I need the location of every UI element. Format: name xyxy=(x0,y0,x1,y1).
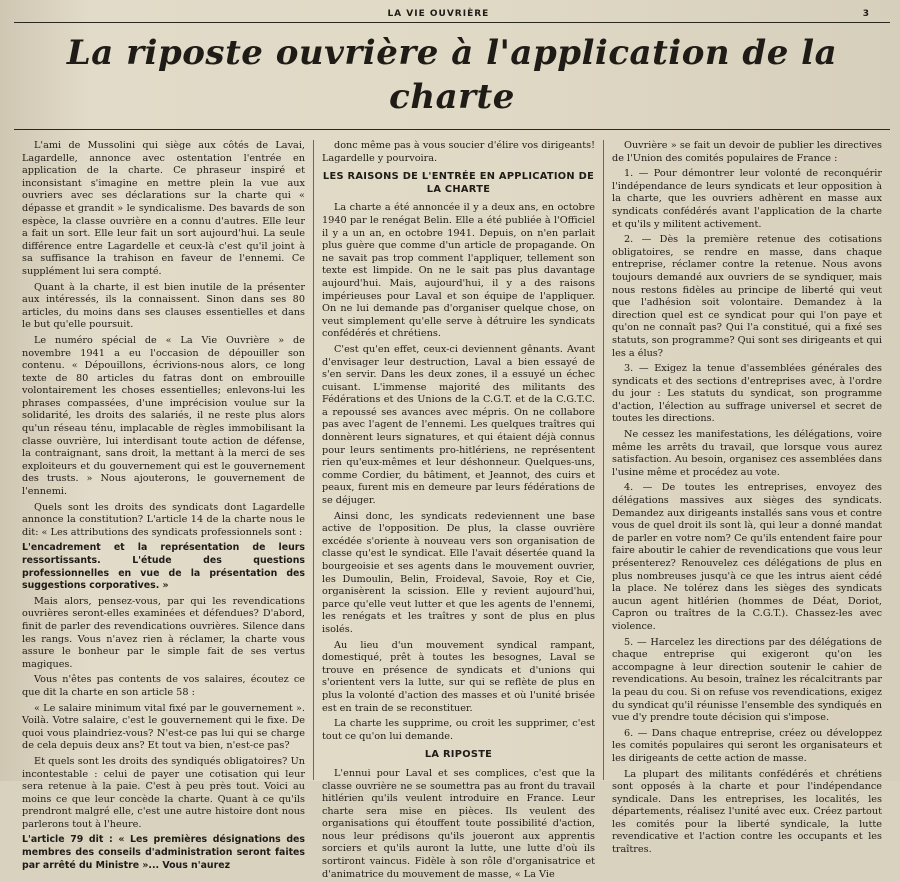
paragraph: C'est qu'en effet, ceux-ci deviennent gênants. Avant d'envisager leur destruction, Laval a bien essayé de s'en servir. Dans les deux zones, il a essuyé un échec cuisant. L'immense majorité des militants des Fédérations et des Unions de la C.G.T. et de la C.G.T.C. a repoussé ses avances avec mépris. On ne collabore pas avec l'agent de l'ennemi. Les quelques traîtres qui donnèrent leurs signatures, et qui étaient déjà connus pour leurs sentiments pro-hitlériens, ne représentent rien qu'eux-mêmes et leur déshonneur. Quelques-uns, comme Cordier, du bâtiment, et Jeannot, des cuirs et peaux, furent mis en demeure par leurs fédérations de se déjuger. xyxy=(322,343,595,507)
paragraph: La plupart des militants confédérés et chrétiens sont opposés à la charte et pour l'indépendance syndicale. Dans les entreprises, les localités, les départements, réalisez l'unité avec eux. Créez partout les comités pour la liberté syndicale, la lutte revendicative et l'action contre les occupants et les traîtres. xyxy=(612,768,882,856)
top-rule xyxy=(14,22,890,23)
paragraph: La charte les supprime, ou croit les supprimer, c'est tout ce qu'on lui demande. xyxy=(322,718,595,742)
paragraph: 2. — Dès la première retenue des cotisations obligatoires, se rendre en masse, dans chaque entreprise, réclamer contre la retenue. Nous avons toujours demandé aux ouvriers de se syndiquer, mais nous restons fidèles au principe de liberté qui veut que l'adhésion soit volontaire. Demandez à la direction quel est ce syndicat pour qui l'on paye et qu'on ne connaît pas? Qui l'a constitué, qui a fixé ses statuts, son programme? Qui sont ses dirigeants et qui les a élus? xyxy=(612,234,882,359)
bold-paragraph: L'article 79 dit : « Les premières désignations des membres des conseils d'administration seront faites par arrêté du Ministre »... Vous n'aurez xyxy=(22,834,305,871)
article-body xyxy=(14,140,890,880)
paragraph: Ne cessez les manifestations, les délégations, voire même les arrêts du travail, que lorsque vous aurez satisfaction. Au besoin, organisez ces assemblées dans l'usine même et procédez au vote. xyxy=(612,429,882,478)
paragraph: Quels sont les droits des syndicats dont Lagardelle annonce la constitution? L'article 14 de la charte nous le dit: « Les attributions des syndicats professionnels sont : xyxy=(22,501,305,538)
paragraph: Mais alors, pensez-vous, par qui les revendications ouvrières seront-elles examinées et défendues? D'abord, finit de parler des revendications ouvrières. Silence dans les rangs. Vous n'avez rien à réclamer, la charte vous assure le bonheur par le simple fait de ses vertus magiques. xyxy=(22,595,305,670)
paragraph: La charte a été annoncée il y a deux ans, en octobre 1940 par le renégat Belin. Elle a été publiée à l'Officiel il y a un an, en octobre 1941. Depuis, on n'en parlait plus guère que comme d'un article de propagande. On ne savait pas trop comment l'appliquer, tellement son texte est limpide. On ne le sait pas plus davantage aujourd'hui. Mais, aujourd'hui, il y a des raisons impérieuses pour Laval et son équipe de l'appliquer. On ne lui demande pas d'organiser quelque chose, on veut simplement qu'elle serve à détruire les syndicats confédérés et chrétiens. xyxy=(322,202,595,340)
paragraph: Et quels sont les droits des syndiqués obligatoires? Un incontestable : celui de payer une cotisation qui leur sera retenue à la paie. C'est à peu près tout. Voici au moins ce que leur concède la charte. Quant à ce qu'ils prendront malgré elle, c'est une autre histoire dont nous parlerons tout à l'heure. xyxy=(22,755,305,830)
paragraph: Le numéro spécial de « La Vie Ouvrière » de novembre 1941 a eu l'occasion de dépouiller son contenu. « Dépouillons, écrivions-nous alors, ce long texte de 80 articles du fatras dont on embrouille volontairement les choses essentielles; enlevons-lui les phrases compassées, d'une imprécision voulue sur la solidarité, les droits des salariés, il ne reste plus alors qu'un réseau ténu, implacable de règles immobilisant la classe ouvrière, lui interdisant toute action de défense, la contraignant, sans droit, la mettant à la merci de ses exploiteurs et du gouvernement qui est le gouvernement des trusts. » Nous ajouterons, le gouvernement de l'ennemi. xyxy=(22,334,305,498)
paragraph: 1. — Pour démontrer leur volonté de reconquérir l'indépendance de leurs syndicats et leur opposition à la charte, que les ouvriers adhèrent en masse aux syndicats confédérés avant l'application de la charte et qu'ils y militent activement. xyxy=(612,168,882,230)
running-head xyxy=(14,6,890,22)
paragraph: Ouvrière » se fait un devoir de publier les directives de l'Union des comités populaires de France : xyxy=(612,140,882,164)
paragraph: Quant à la charte, il est bien inutile de la présenter aux intéressés, ils la connaissent. Sinon dans ses 80 articles, du moins dans ses clauses essentielles et dans le but qu'elle poursuit. xyxy=(22,281,305,331)
paragraph: L'ennui pour Laval et ses complices, c'est que la classe ouvrière ne se soumettra pas au front du travail hitlérien qu'ils veulent introduire en France. Leur charte sera mise en pièces. Ils veulent des organisations qui étouffent toute possibilité d'action, nous leur prédisons qu'ils joueront aux apprentis sorciers et qu'ils auront la lutte, une lutte d'où ils sortiront vaincus. Fidèle à son rôle d'organisatrice et d'animatrice du mouvement de masse, « La Vie xyxy=(322,767,595,880)
title-rule xyxy=(14,129,890,130)
paragraph: L'ami de Mussolini qui siège aux côtés de Lavai, Lagardelle, annonce avec ostentation l'entrée en application de la charte. Ce phraseur inspiré et inconsistant s'imagine en mettre plein la vue aux ouvriers avec ses déclarations sur la charte qui « dépasse et grandit » le syndicalisme. Des bavards de son espèce, la classe ouvrière en a connu d'autres. Elle leur a fait un sort. Elle leur fait un sort aujourd'hui. La seule différence entre Lagardelle et ceux-là c'est qu'il joint à sa suffisance la trahison en faveur de l'ennemi. Ce supplément lui sera compté. xyxy=(22,140,305,277)
paragraph: Ainsi donc, les syndicats redeviennent une base active de l'opposition. De plus, la classe ouvrière excédée s'oriente à nouveau vers son organisation de classe qu'est le syndicat. Elle l'avait désertée quand la bourgeoisie et ses agents dans le mouvement ouvrier, les Dumoulin, Belin, Froideval, Savoie, Roy et Cie, organisèrent la scission. Elle y revient aujourd'hui, parce qu'elle veut lutter et que les agents de l'ennemi, les renégats et les traîtres y sont de plus en plus isolés. xyxy=(322,510,595,635)
paragraph: Vous n'êtes pas contents de vos salaires, écoutez ce que dit la charte en son article 58 : xyxy=(22,674,305,698)
paragraph: 6. — Dans chaque entreprise, créez ou développez les comités populaires qui seront les organisateurs et les dirigeants de cette action de masse. xyxy=(612,727,882,764)
column-1 xyxy=(14,140,314,871)
column-3 xyxy=(604,140,890,856)
column-2 xyxy=(314,140,604,880)
paragraph: donc même pas à vous soucier d'élire vos dirigeants! Lagardelle y pourvoira. xyxy=(322,140,595,164)
page-number: 3 xyxy=(862,9,870,19)
paragraph: 5. — Harcelez les directions par des délégations de chaque entreprise qui exigeront qu'on les accompagne à leur direction soutenir le cahier de revendications. Au besoin, traînez les récalcitrants par la peau du cou. Si on refuse vos revendications, exigez du syndicat qu'il réunisse l'ensemble des syndiqués en vue d'y prendre toute décision qui s'impose. xyxy=(612,636,882,724)
bold-paragraph: L'encadrement et la représentation de leurs ressortissants. L'étude des questions professionnelles en vue de la présentation des suggestions corporatives. » xyxy=(22,542,305,592)
article-title: La riposte ouvrière à l'application de la charte xyxy=(66,33,838,117)
journal-name: LA VIE OUVRIÈRE xyxy=(387,9,490,19)
paragraph: Au lieu d'un mouvement syndical rampant, domestiqué, prêt à toutes les besognes, Laval se trouve en présence de syndicats et d'unions qui s'orientent vers la lutte, sur qui se reflète de plus en plus la volonté d'action des masses et où l'unité brisée est en train de se reconstituer. xyxy=(322,639,595,714)
section-heading: LES RAISONS DE L'ENTRÉE EN APPLICATION DE LA CHARTE xyxy=(322,171,595,195)
paragraph: 3. — Exigez la tenue d'assemblées générales des syndicats et des sections d'entreprises avec, à l'ordre du jour : Les statuts du syndicat, son programme d'action, l'élection au suffrage universel et secret de toutes les directions. xyxy=(612,363,882,425)
paragraph: « Le salaire minimum vital fixé par le gouvernement ». Voilà. Votre salaire, c'est le gouvernement qui le fixe. De quoi vous plaindriez-vous? N'est-ce pas lui qui se charge de cela depuis deux ans? Et tout va bien, n'est-ce pas? xyxy=(22,702,305,752)
paragraph: 4. — De toutes les entreprises, envoyez des délégations massives aux sièges des syndicats. Demandez aux dirigeants installés sans vous et contre vous de quel droit ils sont là, qui leur a donné mandat de parler en votre nom? Ce qu'ils entendent faire pour faire aboutir le cahier de revendications que vous leur présenterez? Renouvelez ces délégations de plus en plus nombreuses jusqu'à ce que les intrus aient cédé la place. Ne tolérez dans les sièges des syndicats aucun agent hitlérien (hommes de Déat, Doriot, Capron ou traîtres de la C.G.T.). Chassez-les avec violence. xyxy=(612,482,882,632)
section-heading: LA RIPOSTE xyxy=(424,749,493,761)
